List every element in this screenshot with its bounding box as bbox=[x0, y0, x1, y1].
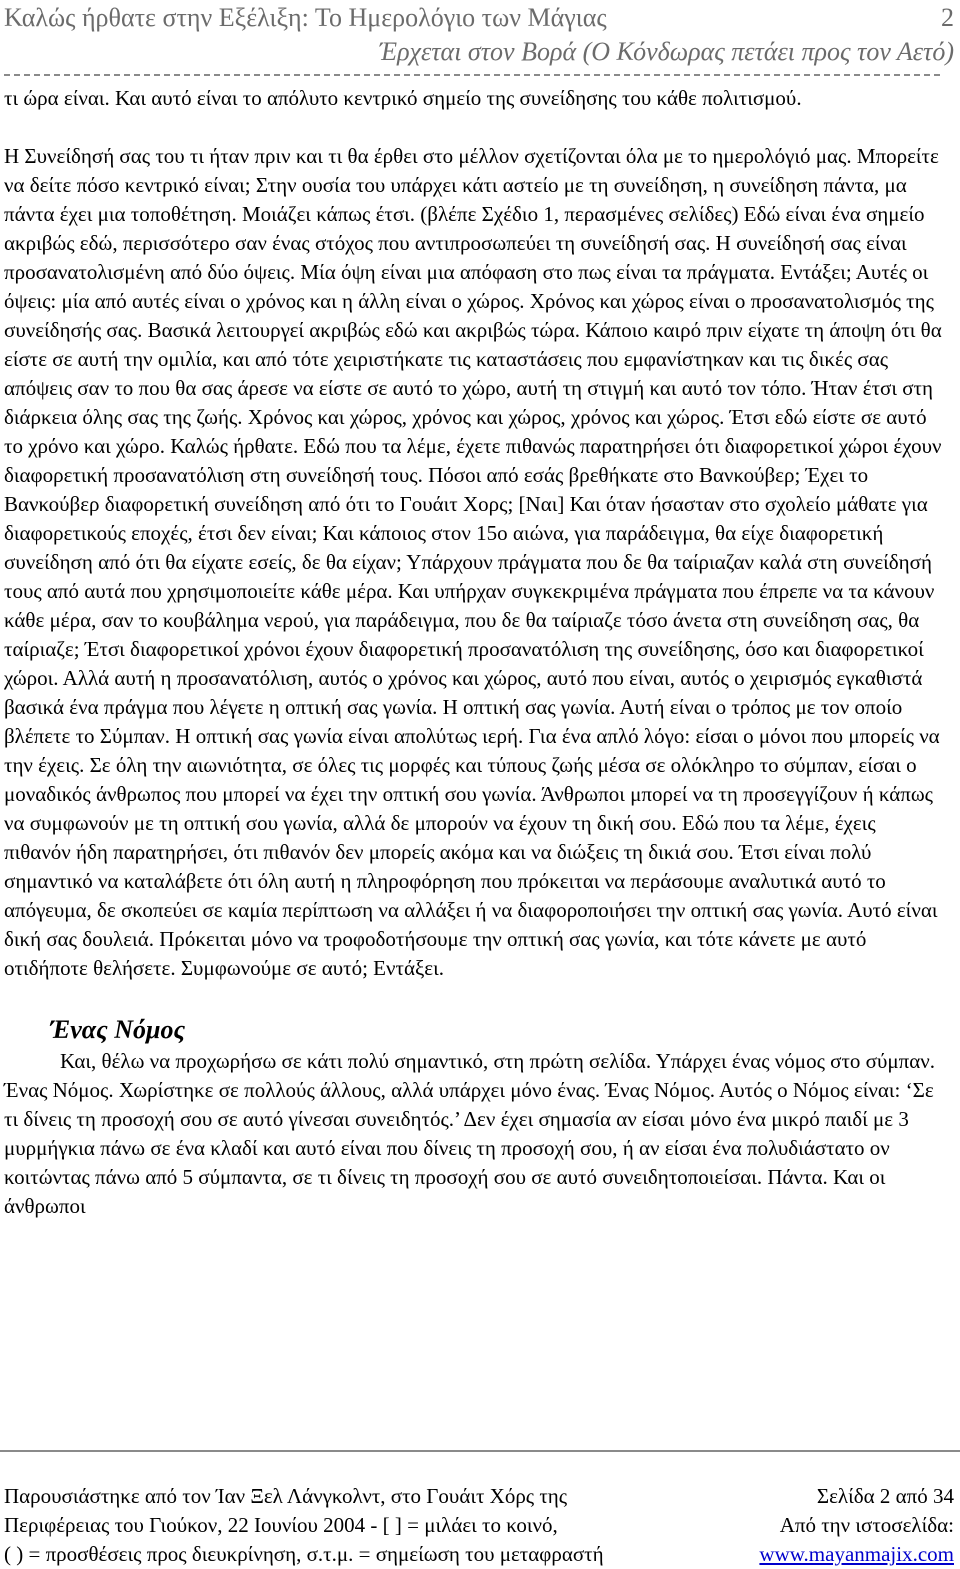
website-link[interactable]: www.mayanmajix.com bbox=[759, 1542, 954, 1566]
footer-page-info bbox=[694, 1482, 954, 1569]
footer-credit-line: Περιφέρειας του Γιούκον, 22 Ιουνίου 2004 - [ ] = μιλάει το κοινό, bbox=[4, 1513, 558, 1537]
footer-credit-line: Παρουσιάστηκε από τον Ίαν Ξελ Λάνγκολντ, στο Γουάιτ Χόρς της bbox=[4, 1484, 568, 1508]
footer-divider bbox=[0, 1450, 960, 1452]
header-title: Καλώς ήρθατε στην Εξέλιξη: Το Ημερολόγιο των Μάγιας bbox=[4, 3, 607, 32]
page-count: Σελίδα 2 από 34 bbox=[816, 1484, 954, 1508]
footer-credits bbox=[4, 1482, 704, 1569]
paragraph-spacer bbox=[4, 113, 944, 142]
page-number: 2 bbox=[941, 3, 954, 32]
document-body bbox=[4, 84, 944, 1221]
header-divider bbox=[4, 74, 940, 76]
footer-credit-line: ( ) = προσθέσεις προς διευκρίνηση, σ.τ.μ. = σημείωση του μεταφραστή bbox=[4, 1542, 604, 1566]
paragraph: Και, θέλω να προχωρήσω σε κάτι πολύ σημαντικό, στη πρώτη σελίδα. Υπάρχει ένας νόμος στο σύμπαν. Ένας Νόμος. Χωρίστηκε σε πολλούς άλλους, αλλά υπάρχει μόνο ένας. Ένας Νόμος. Αυτός ο Νόμος είναι: ‘Σε τι δίνεις τη προσοχή σου σε αυτό γίνεσαι συνειδητός.’ Δεν έχει σημασία αν είσαι μόνο ένα μικρό παιδί με 3 μυρμήγκια πάνω σε ένα κλαδί και αυτό είναι που δίνεις τη προσοχή σου, ή αν είσαι ένα πολυδιάστατο ον κοιτώντας πάνω από 5 σύμπαντα, σε τι δίνεις τη προσοχή σου σε αυτό συνειδητοποιείσαι. Πάντα. Και οι άνθρωποι bbox=[4, 1049, 935, 1218]
section-heading: Ένας Νόμος bbox=[50, 1015, 186, 1044]
source-label: Από την ιστοσελίδα: bbox=[779, 1513, 954, 1537]
header-subtitle: Έρχεται στον Βορά (Ο Κόνδωρας πετάει προς τον Αετό) bbox=[379, 37, 954, 66]
paragraph: τι ώρα είναι. Και αυτό είναι το απόλυτο κεντρικό σημείο της συνείδησης του κάθε πολιτισμού. bbox=[4, 86, 802, 110]
paragraph: Η Συνείδησή σας του τι ήταν πριν και τι θα έρθει στο μέλλον σχετίζονται όλα με το ημερολόγιό μας. Μπορείτε να δείτε πόσο κεντρικό είναι; Στην ουσία του υπάρχει κάτι αστείο με τη συνείδηση, η συνείδηση πάντα, μα πάντα έχει μια τοποθέτηση. Μοιάζει κάπως έτσι. (βλέπε Σχέδιο 1, περασμένες σελίδες) Εδώ είναι ένα σημείο ακριβώς εδώ, περισσότερο σαν ένας στόχος που αντιπροσωπεύει τη συνείδησή σας. Η συνείδησή σας είναι προσανατολισμένη από δύο όψεις. Μία όψη είναι μια απόφαση στο πως είναι τα πράγματα. Εντάξει; Αυτές οι όψεις: μία από αυτές είναι ο χρόνος και η άλλη είναι ο χώρος. Χρόνος και χώρος είναι ο προσανατολισμός της συνείδησής σας. Βασικά λειτουργεί ακριβώς εδώ και ακριβώς τώρα. Κάποιο καιρό πριν είχατε τη άποψη ότι θα είστε σε αυτή την ομιλία, και από τότε χειριστήκατε τις καταστάσεις που εμφανίστηκαν και τις δικές σας απόψεις σαν το που θα σας άρεσε να είστε σε αυτό το χώρο, αυτή τη στιγμή και αυτό τον τόπο. Ήταν έτσι στη διάρκεια όλης σας της ζωής. Χρόνος και χώρος, χρόνος και χώρος, χρόνος και χώρος. Έτσι εδώ είστε σε αυτό το χρόνο και χώρο. Καλώς ήρθατε. Εδώ που τα λέμε, έχετε πιθανώς παρατηρήσει ότι διαφορετικοί χώροι έχουν διαφορετική προσανατόλιση στη συνείδησή τους. Πόσοι από εσάς βρεθήκατε στο Βανκούβερ; Έχει το Βανκούβερ διαφορετική συνείδηση από ότι το Γουάιτ Χορς; [Ναι] Και όταν ήσασταν στο σχολείο μάθατε για διαφορετικούς εποχές, έτσι δεν είναι; Και κάποιος στον 15ο αιώνα, για παράδειγμα, θα είχε διαφορετική συνείδηση από ότι θα είχατε εσείς, δε θα είχαν; Υπάρχουν πράγματα που δε θα ταίριαζαν καλά στη συνείδησή τους από αυτά που χρησιμοποιείτε κάθε μέρα. Και υπήρχαν συγκεκριμένα πράγματα που έπρεπε να τα κάνουν κάθε μέρα, σαν το κουβάλημα νερού, για παράδειγμα, που δε θα ταίριαζε τόσο άνετα στη συνείδηση σας, θα ταίριαζε; Έτσι διαφορετικοί χρόνοι έχουν διαφορετική προσανατόλιση της συνείδησης, όσο και διαφορετικοί χώροι. Αλλά αυτή η προσανατόλιση, αυτός ο χρόνος και χώρος, αυτό που είναι, αυτός ο χειρισμός εγκαθιστά βασικά ένα πράγμα που λέγετε η οπτική σας γωνία. Η οπτική σας γωνία. Αυτή είναι ο τρόπος με τον οποίο βλέπετε το Σύμπαν. Η οπτική σας γωνία είναι απολύτως ιερή. Για ένα απλό λόγο: είσαι ο μόνοι που μπορείς να την έχεις. Σε όλη την αιωνιότητα, σε όλες τις μορφές και τύπους ζωής μέσα σε ολόκληρο το σύμπαν, είσαι ο μοναδικός άνθρωπος που μπορεί να έχει την οπτική σου γωνία. Άνθρωποι μπορεί να τη προσεγγίζουν ή κάπως να συμφωνούν με τη οπτική σου γωνία, αλλά δε μπορούν να έχουν τη δική σου. Εδώ που τα λέμε, έχεις πιθανόν ήδη παρατηρήσει, ότι πιθανόν δεν μπορείς ακόμα και να διώξεις τη δικιά σου. Έτσι είναι πολύ σημαντικό να καταλάβετε ότι όλη αυτή η πληροφόρηση που πρόκειται να περάσουμε αναλυτικά αυτό το απόγευμα, δε σκοπεύει σε καμία περίπτωση να αλλάξει ή να διαφοροποιήσει την οπτική σας γωνία. Αυτό είναι δική σας δουλειά. Πρόκειται μόνο να τροφοδοτήσουμε την οπτική σας γωνία, και τότε κάνετε με αυτό οτιδήποτε θελήσετε. Συμφωνούμε σε αυτό; Εντάξει. bbox=[4, 144, 942, 980]
